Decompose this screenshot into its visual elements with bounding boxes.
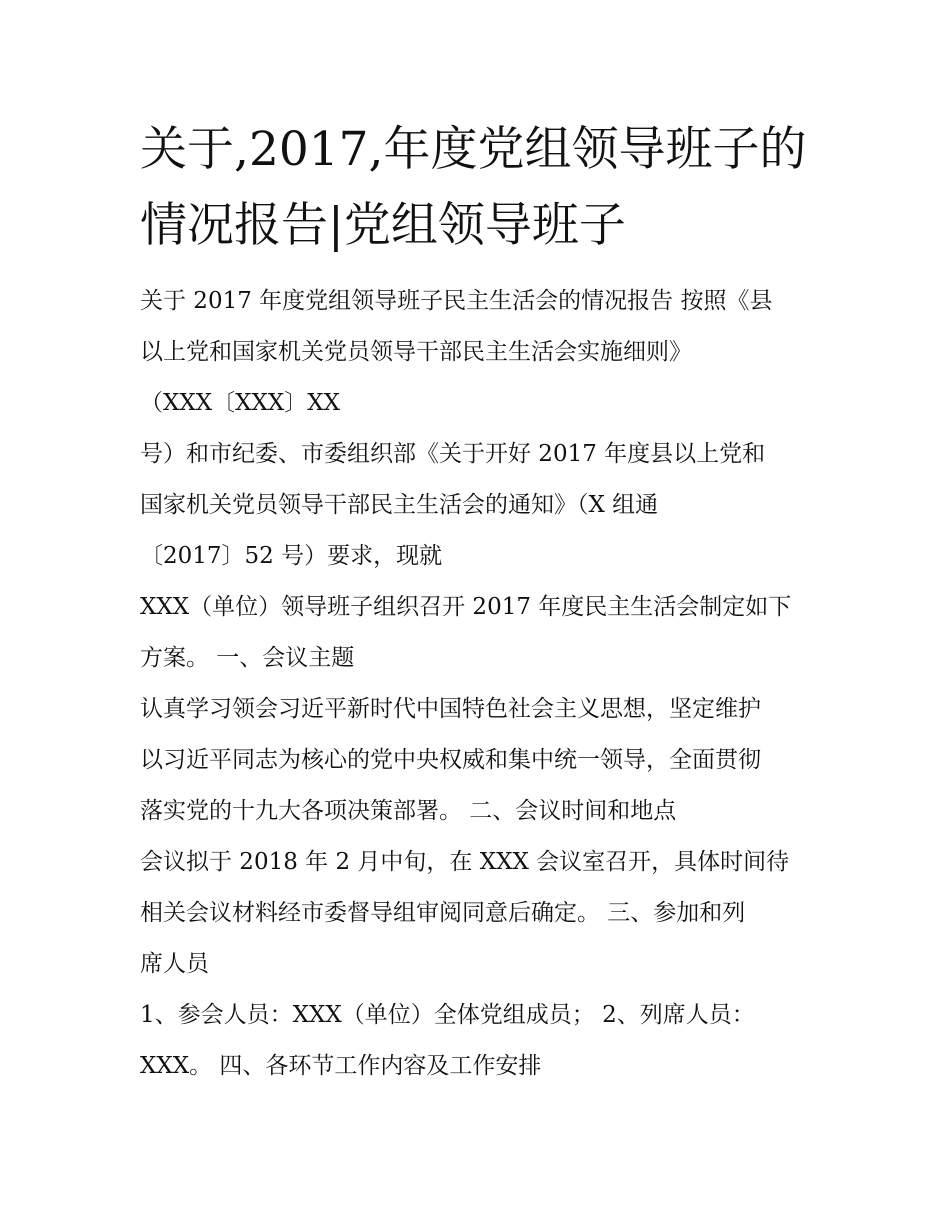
body-line: 〔2017〕52 号）要求，现就 [140,543,443,569]
body-line: 认真学习领会习近平新时代中国特色社会主义思想，坚定维护 [140,696,761,722]
body-line: XXX（单位）领导班子组织召开 2017 年度民主生活会制定如下 [140,594,792,620]
body-line: 相关会议材料经市委督导组审阅同意后确定。 三、参加和列 [140,900,746,926]
title-line-1: 关于,2017,年度党组领导班子的 [140,122,807,177]
body-line: （XXX〔XXX〕XX [140,390,340,416]
body-line: 落实党的十九大各项决策部署。 二、会议时间和地点 [140,798,677,824]
body-line: 席人员 [140,951,209,977]
title-line-2: 情况报告|党组领导班子 [140,198,626,253]
body-line: 1、参会人员：XXX（单位）全体党组成员； 2、列席人员： [140,1002,755,1028]
body-line: 以上党和国家机关党员领导干部民主生活会实施细则》 [140,339,692,365]
body-line: 会议拟于 2018 年 2 月中旬，在 XXX 会议室召开，具体时间待 [140,849,790,875]
body-line: 号）和市纪委、市委组织部《关于开好 2017 年度县以上党和 [140,441,766,467]
body-line: XXX。 四、各环节工作内容及工作安排 [140,1053,542,1079]
body-line: 关于 2017 年度党组领导班子民主生活会的情况报告 按照《县 [140,288,773,314]
document-title [140,112,830,264]
document-body [140,276,830,1092]
body-line: 方案。 一、会议主题 [140,645,355,671]
body-line: 以习近平同志为核心的党中央权威和集中统一领导，全面贯彻 [140,747,761,773]
body-line: 国家机关党员领导干部民主生活会的通知》（X 组通 [140,492,659,518]
